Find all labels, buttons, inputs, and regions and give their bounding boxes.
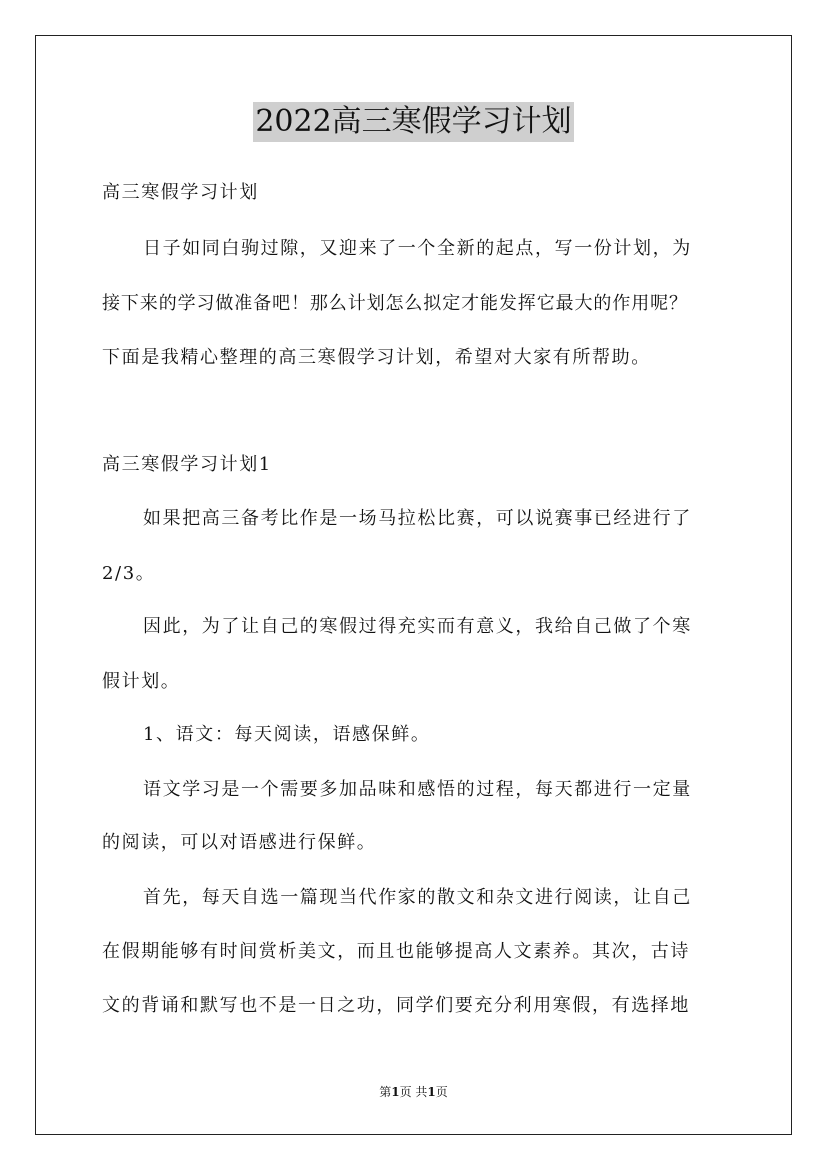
- page-footer: [0, 1084, 827, 1100]
- paragraph-line: 假计划。: [102, 671, 181, 692]
- paragraph-line: 接下来的学习做准备吧！那么计划怎么拟定才能发挥它最大的作用呢？: [102, 293, 688, 314]
- paragraph-line: 如果把高三备考比作是一场马拉松比赛，可以说赛事已经进行了: [143, 508, 692, 529]
- footer-page-prefix: 第: [379, 1085, 392, 1099]
- section-heading: 高三寒假学习计划1: [102, 454, 272, 475]
- paragraph-line: 下面是我精心整理的高三寒假学习计划，希望对大家有所帮助。: [102, 347, 651, 368]
- paragraph-line: 在假期能够有时间赏析美文，而且也能够提高人文素养。其次，古诗: [102, 941, 690, 962]
- title-container: [0, 102, 827, 142]
- paragraph-line: 文的背诵和默写也不是一日之功，同学们要充分利用寒假，有选择地: [102, 995, 690, 1016]
- paragraph-line: 首先，每天自选一篇现当代作家的散文和杂文进行阅读，让自己: [143, 887, 692, 908]
- footer-page-mid: 页 共: [399, 1085, 428, 1099]
- section-heading: 高三寒假学习计划: [102, 182, 259, 203]
- footer-page-total: 1: [427, 1085, 436, 1099]
- paragraph-line: 因此，为了让自己的寒假过得充实而有意义，我给自己做了个寒: [143, 616, 692, 637]
- paragraph-line: 语文学习是一个需要多加品味和感悟的过程，每天都进行一定量: [143, 779, 692, 800]
- paragraph-line: 日子如同白驹过隙，又迎来了一个全新的起点，写一份计划，为: [143, 238, 692, 259]
- footer-page-suffix: 页: [435, 1085, 448, 1099]
- footer-page-current: 1: [391, 1085, 400, 1099]
- paragraph-line: 的阅读，可以对语感进行保鲜。: [102, 832, 377, 853]
- paragraph-line: 2/3。: [102, 563, 156, 584]
- document-title: 2022高三寒假学习计划: [253, 102, 573, 142]
- list-item-heading: 1、语文：每天阅读，语感保鲜。: [143, 724, 431, 745]
